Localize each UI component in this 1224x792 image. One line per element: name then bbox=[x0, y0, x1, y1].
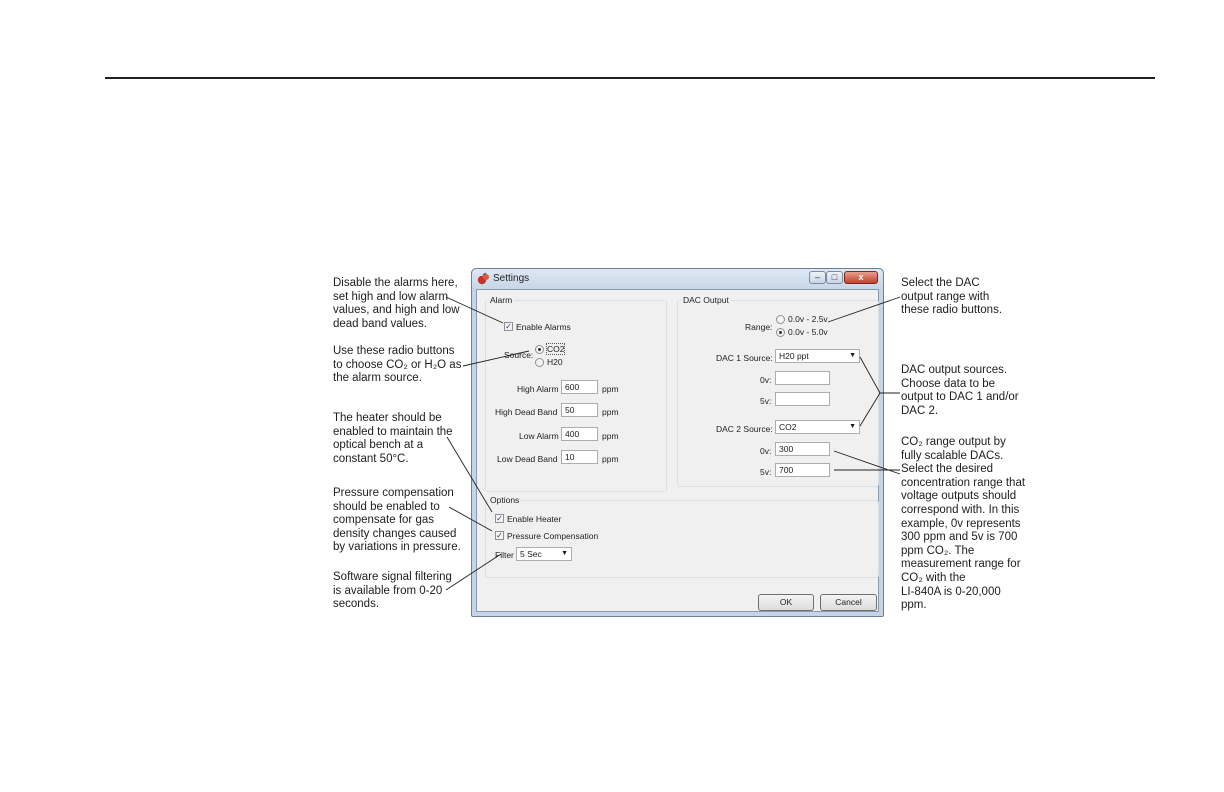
low-dead-band-input[interactable]: 10 bbox=[561, 450, 598, 464]
low-alarm-input[interactable]: 400 bbox=[561, 427, 598, 441]
dac2-0v-input[interactable]: 300 bbox=[775, 442, 830, 456]
leader-heater bbox=[447, 437, 492, 512]
range-label: Range: bbox=[745, 322, 773, 332]
high-dead-band-input[interactable]: 50 bbox=[561, 403, 598, 417]
leader-filter bbox=[446, 554, 501, 590]
annotation-source: Use these radio buttons to choose CO₂ or H₂O as the alarm source. bbox=[333, 345, 462, 385]
leader-source bbox=[463, 351, 529, 366]
chevron-down-icon: ▼ bbox=[561, 550, 568, 557]
source-label: Source: bbox=[504, 350, 534, 360]
high-alarm-input[interactable]: 600 bbox=[561, 380, 598, 394]
high-alarm-label: High Alarm bbox=[517, 384, 559, 394]
annotation-heater: The heater should be enabled to maintain the optical bench at a constant 50°C. bbox=[333, 412, 453, 465]
annotation-filter: Software signal filtering is available from 0-20 seconds. bbox=[333, 571, 452, 611]
close-button[interactable]: x bbox=[844, 271, 878, 284]
filter-value: 5 Sec bbox=[520, 549, 542, 559]
dac2-source-value: CO2 bbox=[779, 422, 797, 432]
high-dead-band-label: High Dead Band bbox=[495, 407, 558, 417]
maximize-button[interactable]: □ bbox=[826, 271, 843, 284]
annotation-dac-sources: DAC output sources. Choose data to be output to DAC 1 and/or DAC 2. bbox=[901, 364, 1019, 417]
dac2-0v-label: 0v: bbox=[760, 446, 772, 456]
enable-alarms-label[interactable]: Enable Alarms bbox=[516, 322, 571, 332]
dac1-0v-label: 0v: bbox=[760, 375, 772, 385]
low-dead-band-label: Low Dead Band bbox=[497, 454, 558, 464]
low-alarm-label: Low Alarm bbox=[519, 431, 559, 441]
annotation-alarms: Disable the alarms here, set high and low alarm values, and high and low dead band values. bbox=[333, 277, 460, 330]
high-alarm-unit: ppm bbox=[602, 384, 619, 394]
dac1-5v-label: 5v: bbox=[760, 396, 772, 406]
chevron-down-icon: ▼ bbox=[849, 352, 856, 359]
options-group-label: Options bbox=[490, 495, 520, 505]
high-dead-band-unit: ppm bbox=[602, 407, 619, 417]
leader-co2-0v bbox=[834, 451, 900, 474]
dac-output-group-label: DAC Output bbox=[683, 295, 729, 305]
pressure-compensation-label[interactable]: Pressure Compensation bbox=[507, 531, 599, 541]
enable-heater-label[interactable]: Enable Heater bbox=[507, 514, 562, 524]
annotation-co2-range: CO₂ range output by fully scalable DACs. Select the desired concentration range that voltage outputs should correspond with. In this example, 0v represents 300 ppm and 5v is 700 ppm CO₂. The measurement range for CO₂ with the LI-840A is 0-20,000 ppm. bbox=[901, 436, 1026, 612]
low-dead-band-unit: ppm bbox=[602, 454, 619, 464]
pressure-compensation-checkbox[interactable]: ✓ bbox=[496, 531, 503, 540]
annotation-pressure: Pressure compensation should be enabled to compensate for gas density changes caused by variations in pressure. bbox=[333, 487, 461, 554]
chevron-down-icon: ▼ bbox=[849, 423, 856, 430]
dac2-5v-input[interactable]: 700 bbox=[775, 463, 830, 477]
low-alarm-unit: ppm bbox=[602, 431, 619, 441]
range-5v-label[interactable]: 0.0v - 5.0v bbox=[788, 327, 828, 337]
filter-label: Filter bbox=[495, 550, 514, 560]
enable-heater-checkbox[interactable]: ✓ bbox=[496, 514, 503, 523]
ok-button[interactable]: OK bbox=[758, 594, 814, 611]
leader-dac-range bbox=[828, 297, 900, 322]
dac1-source-value: H20 ppt bbox=[779, 351, 809, 361]
source-h2o-label[interactable]: H20 bbox=[547, 357, 563, 367]
leader-dac-sources-2 bbox=[860, 393, 880, 426]
cancel-button[interactable]: Cancel bbox=[820, 594, 877, 611]
leader-alarms bbox=[446, 297, 503, 323]
window-title: Settings bbox=[493, 273, 530, 284]
range-2-5v-label[interactable]: 0.0v - 2.5v bbox=[788, 314, 828, 324]
dac2-5v-label: 5v: bbox=[760, 467, 772, 477]
minimize-button[interactable]: – bbox=[809, 271, 826, 284]
source-co2-label[interactable]: CO2 bbox=[547, 344, 565, 354]
annotation-dac-range: Select the DAC output range with these radio buttons. bbox=[901, 277, 1003, 317]
dac2-source-label: DAC 2 Source: bbox=[716, 424, 773, 434]
enable-alarms-checkbox[interactable]: ✓ bbox=[505, 322, 512, 331]
leader-dac-sources bbox=[860, 357, 900, 393]
dac1-source-label: DAC 1 Source: bbox=[716, 353, 773, 363]
leader-pressure bbox=[449, 507, 492, 531]
alarm-group-label: Alarm bbox=[490, 295, 513, 305]
